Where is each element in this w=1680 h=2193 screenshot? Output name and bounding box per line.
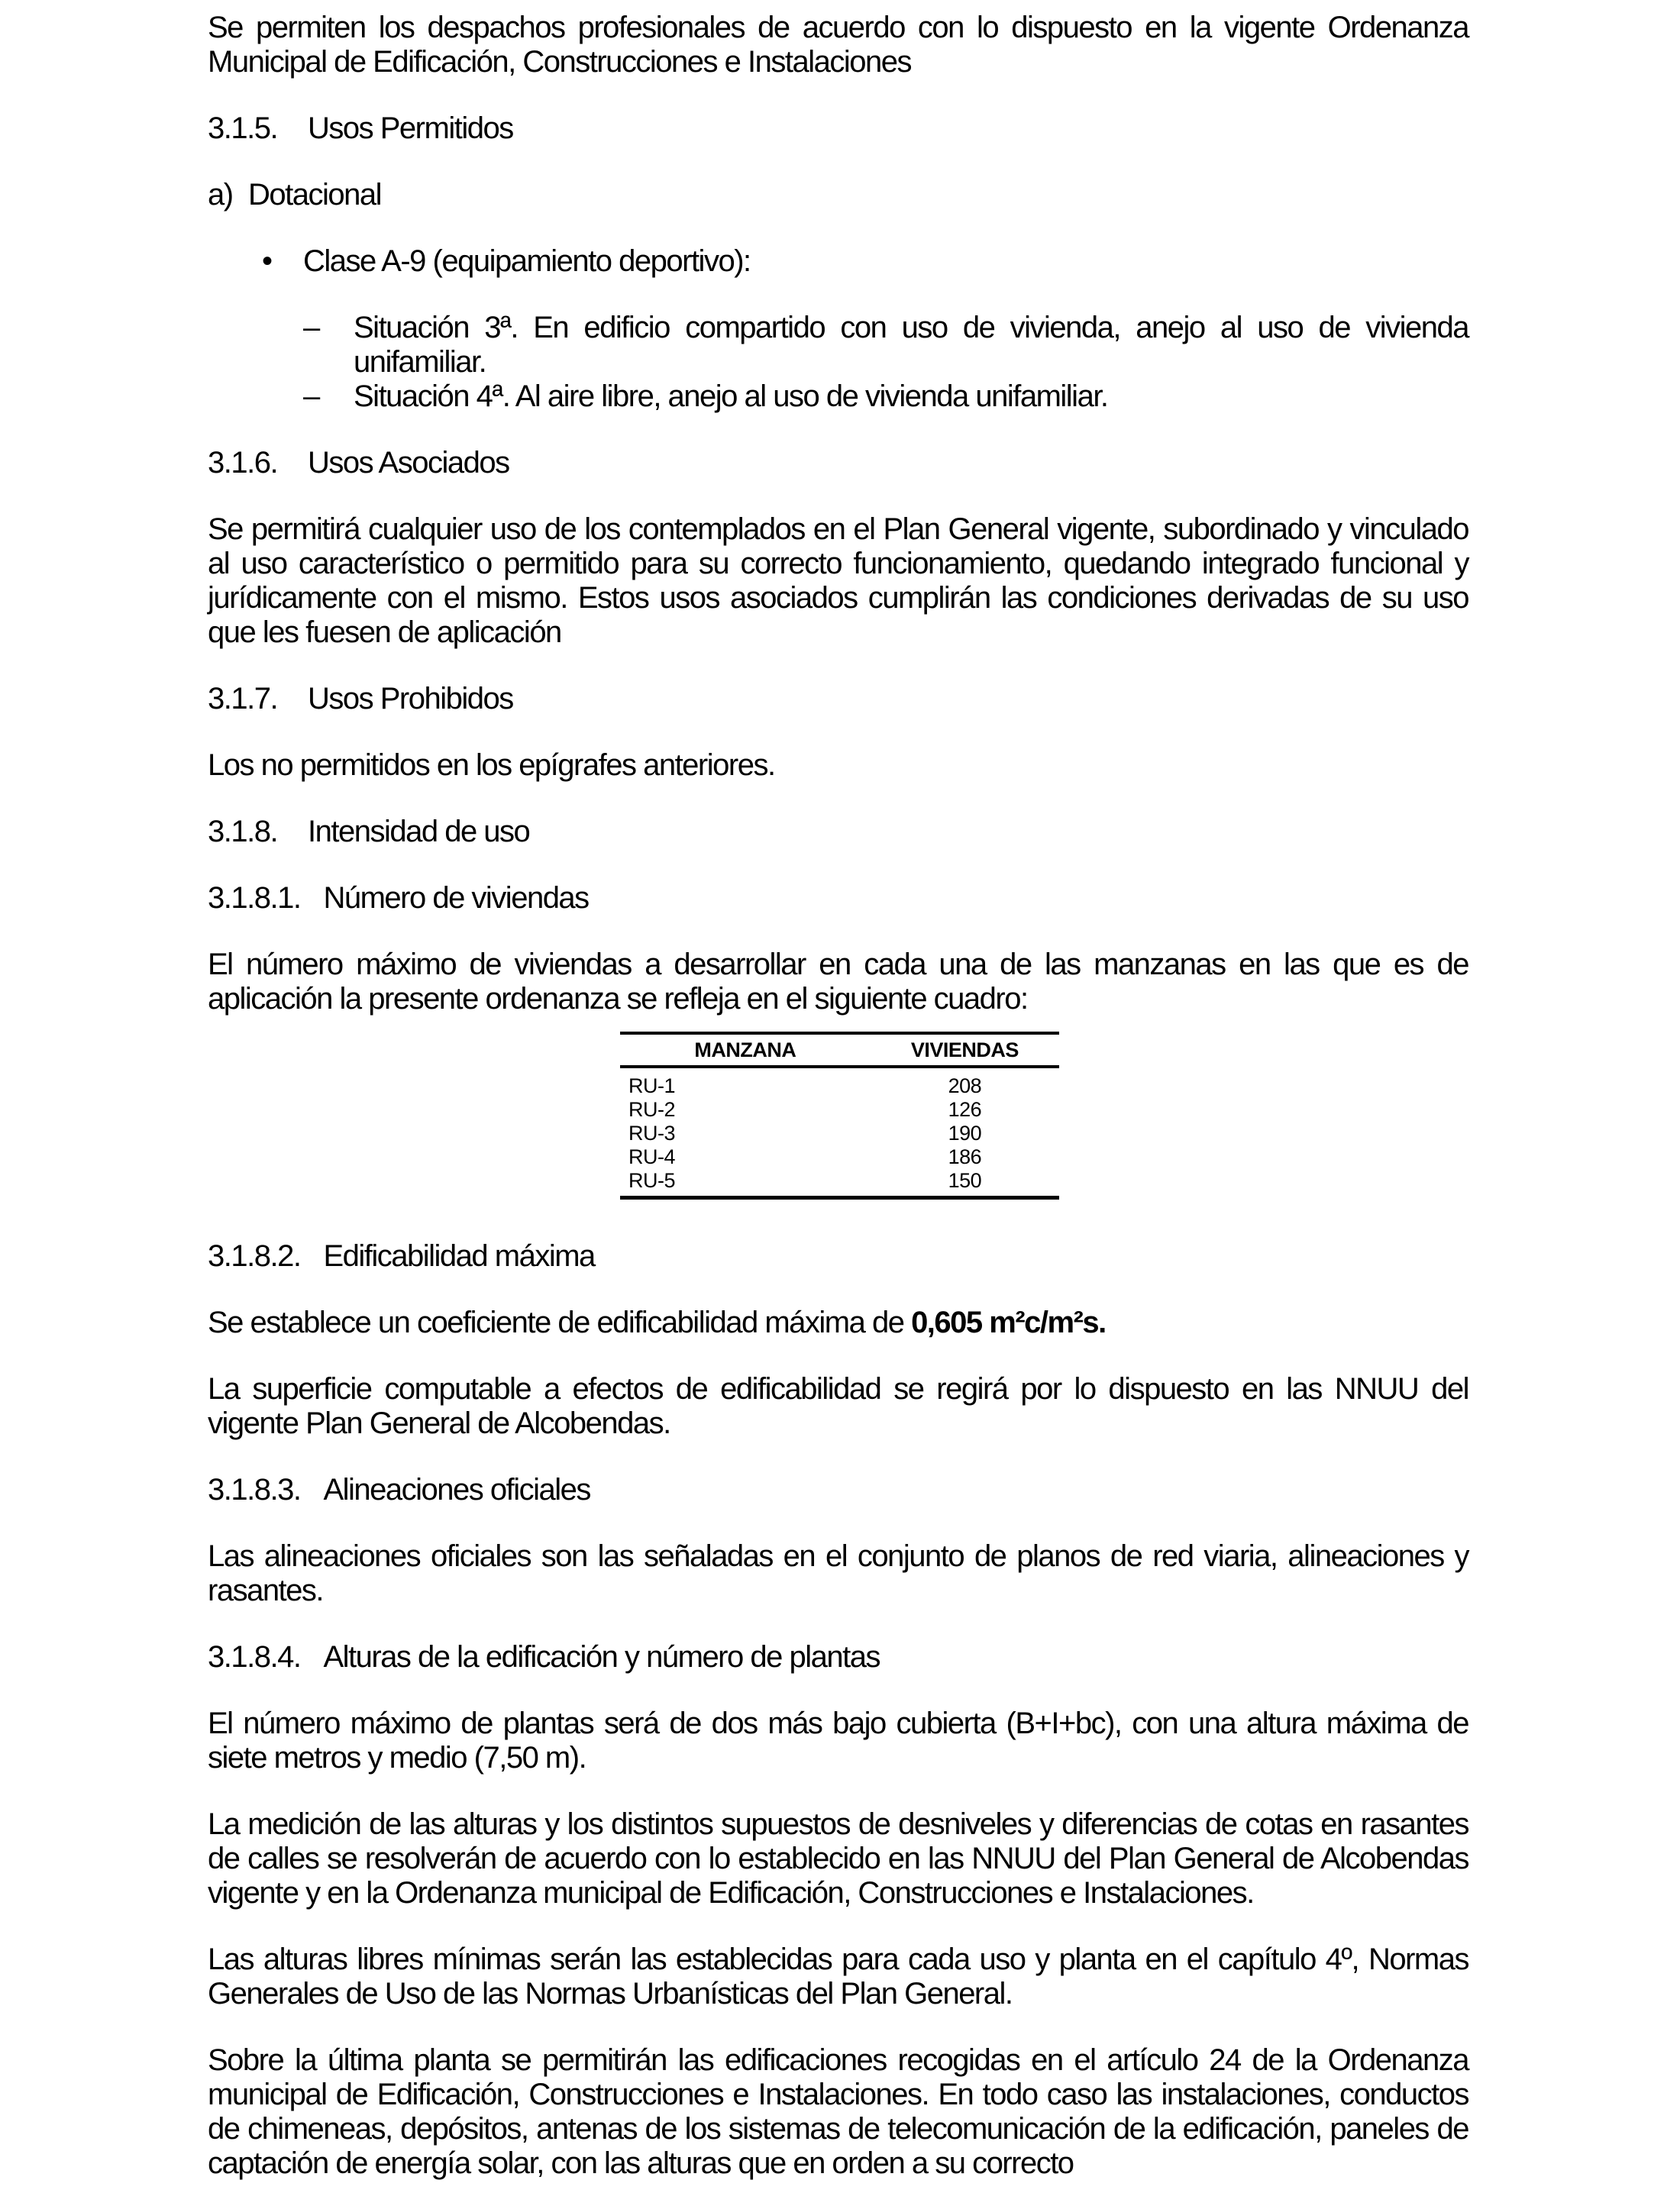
paragraph-edificabilidad xyxy=(208,1306,1468,1340)
heading-3-1-8-3 xyxy=(208,1473,1468,1507)
dash-list xyxy=(208,311,1468,414)
heading-number: 3.1.5. xyxy=(208,111,278,145)
heading-number: 3.1.8.2. xyxy=(208,1239,301,1273)
cell-manzana: RU-2 xyxy=(628,1098,676,1121)
heading-title: Usos Permitidos xyxy=(308,111,513,145)
heading-3-1-6 xyxy=(208,446,1468,480)
bullet-item-text: Clase A-9 (equipamiento deportivo): xyxy=(303,244,751,278)
heading-number: 3.1.7. xyxy=(208,682,278,715)
table-header-manzana: MANZANA xyxy=(694,1038,796,1061)
table-body xyxy=(620,1067,1059,1198)
heading-number: 3.1.8.1. xyxy=(208,881,301,915)
paragraph-ultima-planta: Sobre la última planta se permitirán las edificaciones recogidas en el artículo 24 de la Ordenanza municipal de Edificación, Construcciones e Instalaciones. En todo caso las instalaciones, conductos de chimeneas, depósitos, antenas de los sistemas de telecomunicación de la edificación, paneles de captación de energía solar, con las alturas que en orden a su correcto xyxy=(208,2043,1468,2180)
table-row xyxy=(620,1145,1059,1169)
paragraph-alineaciones: Las alineaciones oficiales son las señaladas en el conjunto de planos de red viaria, alineaciones y rasantes. xyxy=(208,1539,1468,1607)
dash-marker-icon: – xyxy=(303,311,319,344)
table-row xyxy=(620,1169,1059,1198)
list-item-a xyxy=(208,178,1468,212)
dash-marker-icon: – xyxy=(303,379,319,413)
heading-title: Intensidad de uso xyxy=(308,815,530,848)
bullet-marker-icon: • xyxy=(262,244,272,278)
heading-3-1-8-2 xyxy=(208,1239,1468,1274)
cell-viviendas: 190 xyxy=(948,1122,982,1145)
heading-number: 3.1.8.3. xyxy=(208,1473,301,1507)
paragraph-superficie: La superficie computable a efectos de edificabilidad se regirá por lo dispuesto en las NNUU del vigente Plan General de Alcobendas. xyxy=(208,1372,1468,1440)
list-item-a-text: Dotacional xyxy=(248,178,382,212)
heading-title: Número de viviendas xyxy=(323,881,589,915)
cell-manzana: RU-5 xyxy=(628,1169,676,1192)
table-row xyxy=(620,1098,1059,1122)
paragraph-intro: Se permiten los despachos profesionales de acuerdo con lo dispuesto en la vigente Ordenanza Municipal de Edificación, Construcciones e Instalaciones xyxy=(208,11,1468,79)
heading-3-1-7 xyxy=(208,682,1468,716)
paragraph-alturas-libres: Las alturas libres mínimas serán las establecidas para cada uso y planta en el capítulo 4º, Normas Generales de Uso de las Normas Urbanísticas del Plan General. xyxy=(208,1943,1468,2011)
bullet-item-clase-a9 xyxy=(208,244,1468,279)
table-row xyxy=(620,1067,1059,1098)
paragraph-numero-viviendas: El número máximo de viviendas a desarrollar en cada una de las manzanas en las que es de aplicación la presente ordenanza se refleja en el siguiente cuadro: xyxy=(208,948,1468,1016)
heading-title: Usos Prohibidos xyxy=(308,682,513,715)
table-header-viviendas: VIVIENDAS xyxy=(910,1038,1019,1061)
dash-item-text: Situación 3ª. En edificio compartido con uso de vivienda, anejo al uso de vivienda unifamiliar. xyxy=(354,311,1468,379)
cell-manzana: RU-3 xyxy=(628,1122,676,1145)
heading-title: Usos Asociados xyxy=(308,446,509,480)
manzana-viviendas-table-wrap xyxy=(620,1032,1059,1200)
heading-3-1-8 xyxy=(208,815,1468,849)
heading-3-1-5 xyxy=(208,111,1468,146)
cell-manzana: RU-1 xyxy=(628,1074,676,1097)
paragraph-usos-prohibidos: Los no permitidos en los epígrafes anteriores. xyxy=(208,748,775,782)
dash-item-situacion-4 xyxy=(208,379,1468,414)
paragraph-medicion-alturas: La medición de las alturas y los distintos supuestos de desniveles y diferencias de cotas en rasantes de calles se resolverán de acuerdo con lo establecido en las NNUU del Plan General de Alcobendas vigente y en la Ordenanza municipal de Edificación, Construcciones e Instalaciones. xyxy=(208,1807,1468,1910)
manzana-viviendas-table xyxy=(620,1032,1059,1200)
paragraph-usos-asociados: Se permitirá cualquier uso de los contemplados en el Plan General vigente, subordinado y vinculado al uso característico o permitido para su correcto funcionamiento, quedando integrado funcional y jurídicamente con el mismo. Estos usos asociados cumplirán las condiciones derivadas de su uso que les fuesen de aplicación xyxy=(208,512,1468,649)
cell-viviendas: 186 xyxy=(948,1145,982,1168)
table-header xyxy=(620,1033,1059,1067)
heading-number: 3.1.8.4. xyxy=(208,1640,301,1674)
table-header-row xyxy=(620,1033,1059,1067)
cell-viviendas: 208 xyxy=(948,1074,982,1097)
cell-viviendas: 126 xyxy=(948,1098,982,1121)
heading-title: Edificabilidad máxima xyxy=(323,1239,595,1273)
heading-title: Alturas de la edificación y número de plantas xyxy=(323,1640,880,1674)
heading-3-1-8-1 xyxy=(208,881,1468,916)
edificabilidad-coefficient-value: 0,605 m²c/m²s. xyxy=(911,1306,1106,1339)
dash-item-situacion-3 xyxy=(208,311,1468,379)
heading-number: 3.1.8. xyxy=(208,815,278,848)
cell-viviendas: 150 xyxy=(948,1169,982,1192)
cell-manzana: RU-4 xyxy=(628,1145,676,1168)
heading-number: 3.1.6. xyxy=(208,446,278,480)
heading-title: Alineaciones oficiales xyxy=(323,1473,590,1507)
table-row xyxy=(620,1122,1059,1145)
edificabilidad-lead-text: Se establece un coeficiente de edificabilidad máxima de xyxy=(208,1306,912,1339)
dash-item-text: Situación 4ª. Al aire libre, anejo al uso de vivienda unifamiliar. xyxy=(354,379,1108,413)
list-item-a-label: a) xyxy=(208,178,233,212)
heading-3-1-8-4 xyxy=(208,1640,1468,1675)
paragraph-numero-plantas: El número máximo de plantas será de dos más bajo cubierta (B+I+bc), con una altura máxima de siete metros y medio (7,50 m). xyxy=(208,1707,1468,1775)
